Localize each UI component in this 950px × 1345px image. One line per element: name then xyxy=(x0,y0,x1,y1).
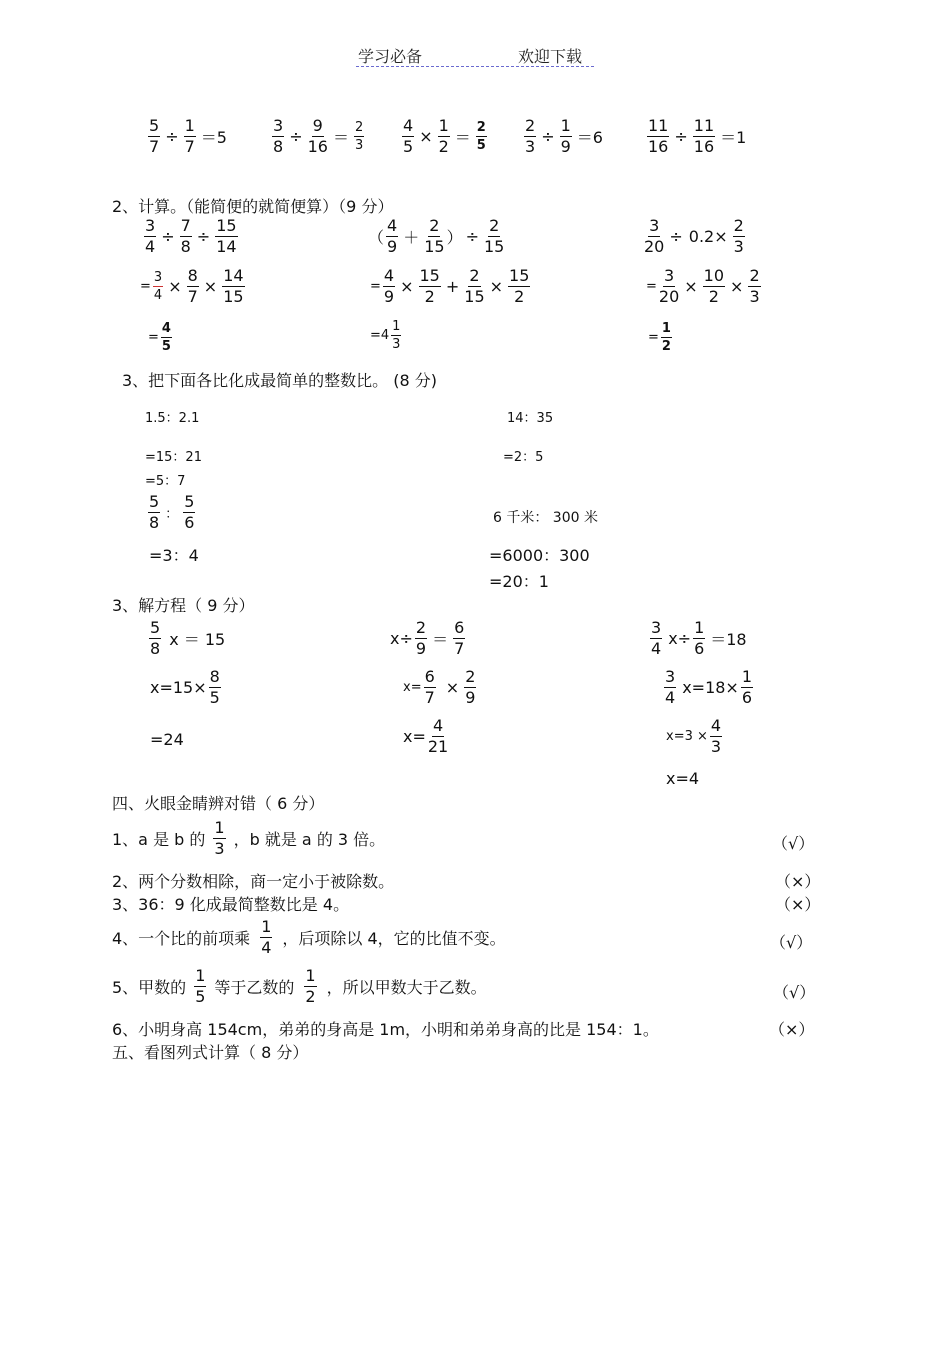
math-text: ÷ xyxy=(165,127,179,146)
math-text: ，b 就是 a 的 3 倍。 xyxy=(233,830,386,849)
numerator: 3 xyxy=(665,667,676,686)
fraction xyxy=(659,268,679,305)
fraction xyxy=(650,620,662,657)
numerator: 5 xyxy=(149,492,160,511)
denominator: 20 xyxy=(644,237,665,256)
ratio-a-step1: =15：21 xyxy=(145,450,202,465)
numerator: 8 xyxy=(187,266,198,285)
equation-3-line1 xyxy=(648,620,750,657)
denominator: 6 xyxy=(741,688,753,707)
numerator: 2 xyxy=(354,120,364,135)
tf-item-6: 6、小明身高 154cm，弟弟的身高是 1m，小明和弟弟身高的比是 154：1。 xyxy=(112,1020,659,1039)
ratio-b-step1: =2：5 xyxy=(503,450,544,465)
fraction xyxy=(438,118,450,155)
math-text: x=18× xyxy=(682,678,739,697)
numerator: 10 xyxy=(703,266,725,285)
denominator: 8 xyxy=(150,639,161,658)
tf-item-4 xyxy=(112,919,506,956)
equation-1-line1 xyxy=(147,620,228,657)
numerator: 3 xyxy=(663,266,675,285)
fraction xyxy=(428,718,448,755)
denominator: 8 xyxy=(273,137,284,156)
denominator: 2 xyxy=(424,287,435,306)
denominator: 3 xyxy=(392,337,401,352)
math-text: ＝6 xyxy=(576,128,603,147)
numerator: 6 xyxy=(454,618,465,637)
tf-mark-4: （√） xyxy=(770,933,813,952)
denominator: 3 xyxy=(710,737,722,756)
numerator: 6 xyxy=(424,667,435,686)
numerator: 11 xyxy=(693,116,715,135)
s2-col3-line2 xyxy=(646,268,763,305)
fraction xyxy=(644,218,664,255)
math-text: 5、甲数的 xyxy=(112,978,187,997)
numerator: 2 xyxy=(415,618,427,637)
math-text: ＝5 xyxy=(200,128,227,147)
row1-expression-1 xyxy=(146,118,230,155)
math-text: ： xyxy=(165,507,179,522)
numerator: 4 xyxy=(387,216,398,235)
tf-item-2: 2、两个分数相除，商一定小于被除数。 xyxy=(112,872,395,891)
fraction xyxy=(149,620,161,657)
fraction xyxy=(484,218,504,255)
s2-col3-line3 xyxy=(648,322,674,353)
fraction xyxy=(308,118,328,155)
s2-col1-line3 xyxy=(148,322,174,353)
denominator: 16 xyxy=(693,137,715,156)
math-text: 4、一个比的前项乘 xyxy=(112,929,251,948)
ratio-c-question xyxy=(146,494,197,531)
math-text: ÷ xyxy=(196,227,211,246)
ratio-d-step1: =6000：300 xyxy=(489,546,590,565)
numerator: 4 xyxy=(710,716,722,735)
fraction xyxy=(464,268,484,305)
ratio-d-step2: =20：1 xyxy=(489,572,549,591)
numerator: 1 xyxy=(741,667,753,686)
math-text: ＝ xyxy=(332,128,349,147)
numerator: 1 xyxy=(305,966,316,985)
denominator: 6 xyxy=(184,513,195,532)
tf-item-3: 3、36：9 化成最简整数比是 4。 xyxy=(112,895,350,914)
fraction xyxy=(187,268,199,305)
numerator: 14 xyxy=(223,266,244,285)
numerator: 1 xyxy=(195,966,206,985)
denominator: 4 xyxy=(153,288,163,303)
denominator: 2 xyxy=(661,339,671,354)
math-text: ＝18 xyxy=(710,630,747,649)
denominator: 2 xyxy=(305,987,316,1006)
denominator: 3 xyxy=(749,287,760,306)
math-text: x ＝ 15 xyxy=(169,630,226,649)
row1-expression-4 xyxy=(522,118,606,155)
fraction xyxy=(693,118,715,155)
numerator: 5 xyxy=(184,492,195,511)
math-text: = xyxy=(648,330,659,345)
fraction xyxy=(733,218,745,255)
math-text: ÷ xyxy=(161,227,175,246)
denominator: 15 xyxy=(424,237,445,256)
tf-mark-1: （√） xyxy=(772,834,815,853)
numerator: 3 xyxy=(153,270,163,285)
s2-col1-line2 xyxy=(140,268,247,305)
fraction xyxy=(661,322,672,353)
s2-col1-line1 xyxy=(142,218,240,255)
fraction xyxy=(184,118,196,155)
section-4-title: 四、火眼金睛辨对错（ 6 分） xyxy=(112,794,325,813)
denominator: 2 xyxy=(708,287,719,306)
fraction xyxy=(415,620,427,657)
equation-2-line2 xyxy=(403,669,478,706)
numerator: 4 xyxy=(432,716,444,735)
equation-3-line3 xyxy=(666,718,724,755)
fraction xyxy=(664,669,676,706)
numerator: 2 xyxy=(476,120,486,135)
s2-col3-line1 xyxy=(642,218,747,255)
equation-3-line2 xyxy=(662,669,755,706)
fraction xyxy=(194,968,206,1005)
fraction xyxy=(386,218,398,255)
fraction xyxy=(560,118,572,155)
equation-2-line1 xyxy=(390,620,467,657)
section-3-title: 3、把下面各比化成最简单的整数比。 (8 分) xyxy=(122,371,438,390)
s2-col2-line2 xyxy=(370,268,532,305)
numerator: 3 xyxy=(145,216,156,235)
fraction xyxy=(304,968,316,1005)
row1-expression-3 xyxy=(400,118,489,155)
denominator: 7 xyxy=(149,137,160,156)
numerator: 1 xyxy=(694,618,705,637)
math-text: （ xyxy=(368,228,385,247)
math-text: x=15× xyxy=(150,678,207,697)
denominator: 21 xyxy=(427,737,449,756)
denominator: 5 xyxy=(476,138,486,153)
fraction xyxy=(453,620,465,657)
numerator: 2 xyxy=(525,116,536,135)
denominator: 7 xyxy=(454,639,465,658)
header-left-text: 学习必备 xyxy=(358,47,423,66)
math-text: × xyxy=(203,277,218,296)
tf-mark-3: （×） xyxy=(775,895,821,914)
numerator: 2 xyxy=(429,216,440,235)
ratio-a-step2: =5：7 xyxy=(145,474,186,489)
denominator: 2 xyxy=(514,287,525,306)
numerator: 1 xyxy=(661,321,671,336)
fraction xyxy=(260,919,272,956)
section-5-title: 五、看图列式计算（ 8 分） xyxy=(112,1043,309,1062)
math-text: × xyxy=(489,277,504,296)
denominator: 14 xyxy=(216,237,237,256)
fraction xyxy=(213,820,225,857)
math-text: × xyxy=(419,127,433,146)
numerator: 2 xyxy=(465,667,476,686)
denominator: 16 xyxy=(307,137,328,156)
denominator: 4 xyxy=(261,938,272,957)
math-text: × xyxy=(684,277,698,296)
numerator: 2 xyxy=(469,266,480,285)
numerator: 1 xyxy=(392,319,401,334)
section-2-title: 2、计算。（能简便的就简便算）（9 分） xyxy=(112,197,394,216)
denominator: 9 xyxy=(560,137,571,156)
fraction xyxy=(741,669,753,706)
numerator: 1 xyxy=(214,818,225,837)
math-text: ÷ xyxy=(289,127,303,146)
math-text: ，后项除以 4，它的比值不变。 xyxy=(282,929,506,948)
denominator: 3 xyxy=(354,138,364,153)
math-text: ÷ xyxy=(541,127,555,146)
numerator: 9 xyxy=(312,116,323,135)
fraction xyxy=(148,494,160,531)
math-text: ÷ xyxy=(669,227,683,246)
numerator: 1 xyxy=(184,116,195,135)
math-text: + xyxy=(445,277,460,296)
denominator: 2 xyxy=(438,137,449,156)
equation-2-line3 xyxy=(403,718,450,755)
math-text: ＝ xyxy=(432,630,449,649)
denominator: 3 xyxy=(525,137,536,156)
fraction xyxy=(424,669,436,706)
denominator: 7 xyxy=(184,137,195,156)
fraction xyxy=(710,718,722,755)
denominator: 4 xyxy=(665,688,676,707)
numerator: 5 xyxy=(149,116,160,135)
math-text: ） xyxy=(446,228,463,247)
denominator: 9 xyxy=(387,237,398,256)
fraction xyxy=(419,268,441,305)
denominator: 5 xyxy=(403,137,414,156)
fraction xyxy=(180,218,192,255)
numerator: 2 xyxy=(489,216,500,235)
denominator: 16 xyxy=(648,137,669,156)
math-text: ÷ xyxy=(465,227,479,246)
denominator: 15 xyxy=(464,287,485,306)
ratio-a-question: 1.5：2.1 xyxy=(145,411,200,426)
denominator: 15 xyxy=(484,237,505,256)
denominator: 5 xyxy=(209,688,220,707)
numerator: 1 xyxy=(560,116,571,135)
fraction xyxy=(464,669,476,706)
fraction xyxy=(209,669,221,706)
tf-mark-5: （√） xyxy=(773,983,816,1002)
section-equations-title: 3、解方程（ 9 分） xyxy=(112,596,255,615)
math-text: = xyxy=(646,279,657,294)
ratio-c-step1: =3：4 xyxy=(149,546,199,565)
fraction xyxy=(391,320,401,351)
numerator: 4 xyxy=(383,266,395,285)
math-text: x÷ xyxy=(390,629,413,648)
fraction xyxy=(354,121,364,152)
fraction xyxy=(703,268,725,305)
equation-1-line2 xyxy=(150,669,223,706)
numerator: 1 xyxy=(438,116,449,135)
denominator: 8 xyxy=(180,237,191,256)
fraction xyxy=(148,118,160,155)
numerator: 2 xyxy=(749,266,760,285)
math-text: = xyxy=(140,279,151,294)
math-text: × xyxy=(445,678,460,697)
fraction xyxy=(161,322,172,353)
fraction xyxy=(424,218,444,255)
denominator: 3 xyxy=(733,237,744,256)
denominator: 5 xyxy=(161,339,171,354)
numerator: 8 xyxy=(209,667,220,686)
fraction xyxy=(144,218,156,255)
fraction xyxy=(222,268,244,305)
math-text: 0.2× xyxy=(688,227,728,246)
equation-3-line4: x=4 xyxy=(666,769,700,788)
fraction xyxy=(402,118,414,155)
ratio-d-question: 6 千米： 300 米 xyxy=(493,510,598,526)
math-text: × xyxy=(730,277,744,296)
numerator: 3 xyxy=(273,116,284,135)
denominator: 6 xyxy=(694,639,705,658)
numerator: 7 xyxy=(180,216,191,235)
denominator: 5 xyxy=(195,987,206,1006)
fraction xyxy=(508,268,530,305)
numerator: 1 xyxy=(261,917,272,936)
denominator: 9 xyxy=(383,287,395,306)
denominator: 7 xyxy=(187,287,198,306)
numerator: 15 xyxy=(509,266,530,285)
math-text: = xyxy=(370,279,381,294)
math-text: =4 xyxy=(370,328,390,343)
math-text: ＋ xyxy=(403,228,420,247)
s2-col2-line3 xyxy=(370,320,403,351)
tf-item-1 xyxy=(112,820,385,857)
math-text: × xyxy=(400,277,414,296)
numerator: 4 xyxy=(403,116,414,135)
denominator: 3 xyxy=(214,839,225,858)
denominator: 15 xyxy=(223,287,244,306)
fraction xyxy=(524,118,536,155)
fraction xyxy=(476,121,487,152)
ratio-b-question: 14：35 xyxy=(507,411,554,426)
fraction xyxy=(383,268,395,305)
fraction xyxy=(215,218,237,255)
numerator: 15 xyxy=(419,266,440,285)
denominator: 7 xyxy=(424,688,435,707)
numerator: 4 xyxy=(161,321,171,336)
denominator: 8 xyxy=(149,513,160,532)
fraction xyxy=(748,268,760,305)
numerator: 15 xyxy=(216,216,237,235)
tf-mark-6: （×） xyxy=(769,1020,815,1039)
tf-item-5 xyxy=(112,968,487,1005)
math-text: = xyxy=(148,330,159,345)
equation-1-line3: =24 xyxy=(150,730,184,749)
math-text: x÷ xyxy=(668,629,692,648)
math-text: ＝ xyxy=(454,128,471,147)
numerator: 11 xyxy=(648,116,669,135)
math-text: ＝1 xyxy=(720,128,747,147)
numerator: 3 xyxy=(651,618,662,637)
header-right-text: 欢迎下载 xyxy=(518,47,583,66)
numerator: 5 xyxy=(150,618,161,637)
page-header xyxy=(356,44,594,67)
denominator: 9 xyxy=(465,688,476,707)
numerator: 3 xyxy=(649,216,660,235)
fraction xyxy=(183,494,195,531)
fraction xyxy=(272,118,284,155)
math-text: × xyxy=(168,277,182,296)
math-text: 1、a 是 b 的 xyxy=(112,830,206,849)
denominator: 4 xyxy=(651,639,662,658)
math-text: 等于乙数的 xyxy=(214,978,295,997)
tf-mark-2: （×） xyxy=(775,872,821,891)
math-text: x= xyxy=(403,727,426,746)
numerator: 2 xyxy=(733,216,744,235)
row1-expression-5 xyxy=(645,118,749,155)
fraction xyxy=(647,118,669,155)
math-text: x=3 × xyxy=(666,729,708,744)
denominator: 20 xyxy=(658,287,680,306)
denominator: 9 xyxy=(415,639,427,658)
math-text: ，所以甲数大于乙数。 xyxy=(326,978,487,997)
fraction xyxy=(153,271,163,302)
fraction xyxy=(693,620,705,657)
denominator: 4 xyxy=(145,237,156,256)
s2-col2-line1 xyxy=(368,218,506,255)
math-text: x= xyxy=(403,680,422,695)
math-text: ÷ xyxy=(674,127,688,146)
row1-expression-2 xyxy=(270,118,366,155)
